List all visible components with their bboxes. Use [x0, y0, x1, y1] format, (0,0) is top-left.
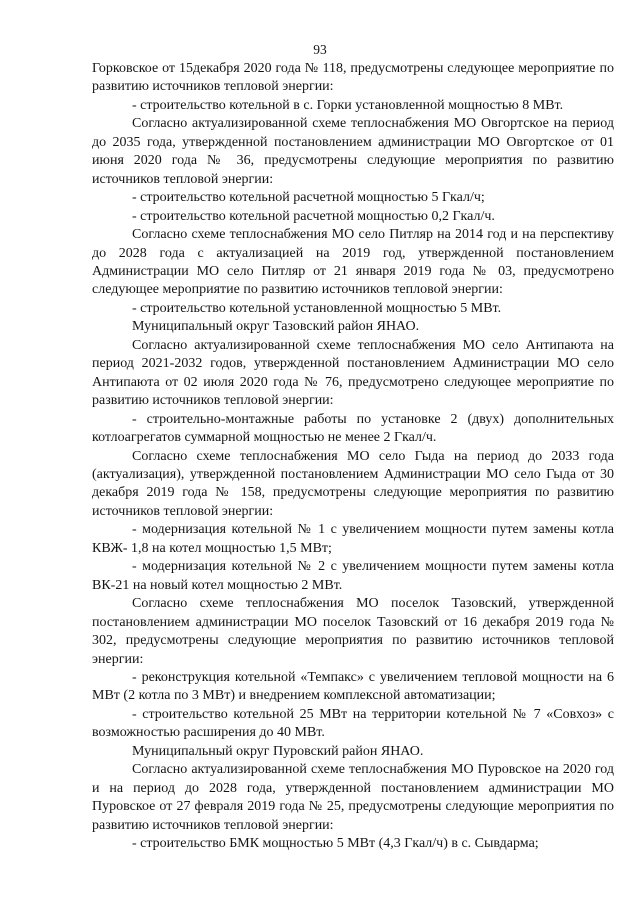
list-item: - модернизация котельной № 2 с увеличением мощности путем замены котла ВК-21 на новый котел мощностью 2 МВт. [92, 559, 614, 593]
paragraph: Горковское от 15декабря 2020 года № 118, предусмотрены следующее мероприятие по развитию источников тепловой энергии: [92, 61, 614, 95]
page-number: 93 [313, 42, 327, 57]
paragraph: Согласно схеме теплоснабжения МО село Гыда на период до 2033 года (актуализация), утвержденной постановлением Администрации МО село Гыда от 30 декабря 2019 года № 158, предусмотрены следующие мероприятия по развитию источников тепловой энергии: [92, 448, 614, 519]
list-item: - строительство БМК мощностью 5 МВт (4,3 Гкал/ч) в с. Сывдарма; [132, 836, 539, 852]
list-item: - строительство котельной расчетной мощностью 0,2 Гкал/ч. [132, 208, 495, 224]
list-item: - строительство котельной установленной мощностью 5 МВт. [132, 300, 502, 316]
paragraph: Муниципальный округ Тазовский район ЯНАО. [132, 319, 420, 335]
list-item: - модернизация котельной № 1 с увеличением мощности путем замены котла КВЖ- 1,8 на котел мощностью 1,5 МВт; [92, 522, 614, 556]
document-text [92, 60, 614, 853]
list-item: - строительство котельной 25 МВт на территории котельной № 7 «Совхоз» с возможностью расширения до 40 МВт. [92, 706, 614, 741]
paragraph: Согласно актуализированной схеме теплоснабжения МО Пуровское на 2020 год и на период до 2028 года, утвержденной постановлением администрации МО Пуровское от 27 февраля 2019 года № 25, предусмотрены следующие мероприятия по развитию источников тепловой энергии: [92, 762, 614, 833]
list-item: - строительство котельной расчетной мощностью 5 Гкал/ч; [132, 190, 485, 206]
paragraph: Согласно актуализированной схеме теплоснабжения МО село Антипаюта на период 2021-2032 годов, утвержденной постановлением Администрации МО село Антипаюта от 02 июля 2020 года № 76, предусмотрено следующее мероприятие по развитию источников тепловой энергии: [92, 337, 614, 409]
paragraph: Согласно схеме теплоснабжения МО поселок Тазовский, утвержденной постановлением администрации МО поселок Тазовский от 16 декабря 2019 года № 302, предусмотрены следующие мероприятия по развитию источников тепловой энергии: [92, 596, 614, 667]
list-item: - строительство котельной в с. Горки установленной мощностью 8 МВт. [132, 97, 564, 113]
paragraph: Согласно актуализированной схеме теплоснабжения МО Овгортское на период до 2035 года, утвержденной постановлением администрации МО Овгортское от 01 июня 2020 года № 36, предусмотрены следующие мероприятия по развитию источников тепловой энергии: [92, 116, 614, 187]
paragraph: Согласно схеме теплоснабжения МО село Питляр на 2014 год и на перспективу до 2028 года с актуализацией на 2019 год, утвержденной постановлением Администрации МО село Питляр от 21 января 2019 года № 03, предусмотрено следующее мероприятие по развитию источников тепловой энергии: [92, 227, 614, 298]
paragraph: Муниципальный округ Пуровский район ЯНАО. [132, 743, 424, 759]
list-item: - реконструкция котельной «Темпакс» с увеличением тепловой мощности на 6 МВт (2 котла по 3 МВт) и внедрением комплексной автоматизации; [92, 669, 614, 704]
list-item: - строительно-монтажные работы по установке 2 (двух) дополнительных котлоагрегатов суммарной мощностью не менее 2 Гкал/ч. [92, 411, 614, 446]
